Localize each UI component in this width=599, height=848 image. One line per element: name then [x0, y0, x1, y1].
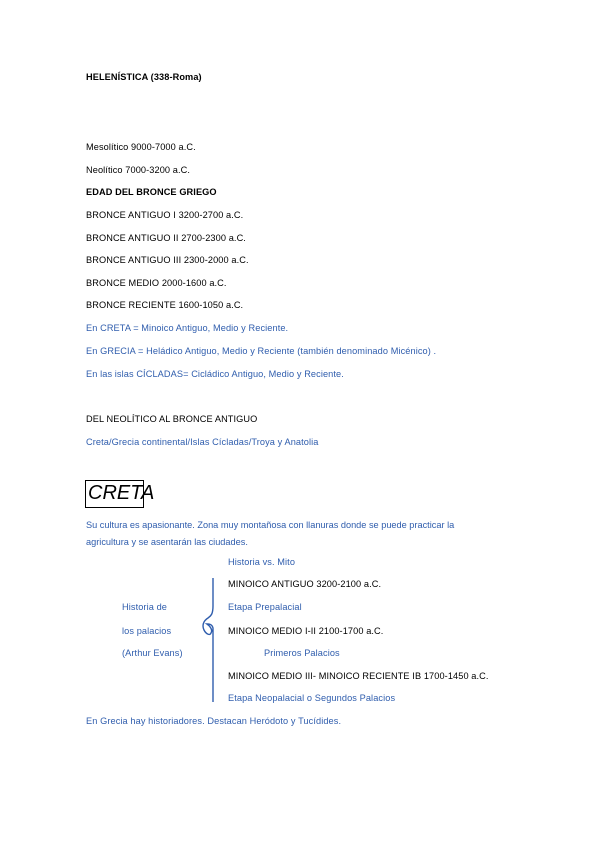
- period-neolithic: Neolítico 7000-3200 a.C.: [86, 165, 191, 175]
- palaces-label-line-1: Historia de: [122, 602, 168, 612]
- palace-entry-late-minoan: MINOICO MEDIO III- MINOICO RECIENTE IB 1700-1450 a.C.: [228, 671, 489, 681]
- palace-entry-first-palaces: Primeros Palacios: [264, 648, 340, 658]
- neolithic-heading: DEL NEOLÍTICO AL BRONCE ANTIGUO: [86, 414, 258, 424]
- period-early-bronze-1: BRONCE ANTIGUO I 3200-2700 a.C.: [86, 210, 244, 220]
- period-early-bronze-3: BRONCE ANTIGUO III 2300-2000 a.C.: [86, 255, 249, 265]
- curly-brace-icon: [198, 578, 220, 702]
- creta-title-box: [85, 480, 155, 508]
- period-early-bronze-2: BRONCE ANTIGUO II 2700-2300 a.C.: [86, 233, 246, 243]
- section-heading-bronze-age: EDAD DEL BRONCE GRIEGO: [86, 187, 217, 197]
- creta-paragraph: Su cultura es apasionante. Zona muy montañosa con llanuras donde se puede practicar la agricultura y se asentarán las ciudades.: [86, 520, 455, 547]
- creta-title: CRETA: [88, 482, 155, 504]
- palace-entry-middle-minoan: MINOICO MEDIO I-II 2100-1700 a.C.: [228, 626, 384, 636]
- palace-entry-prepalatial: Etapa Prepalacial: [228, 602, 302, 612]
- palaces-top-note: Historia vs. Mito: [228, 557, 296, 567]
- palace-entry-neopalatial: Etapa Neopalacial o Segundos Palacios: [228, 693, 396, 703]
- page-title: HELENÍSTICA (338-Roma): [86, 72, 202, 82]
- period-mesolithic: Mesolítico 9000-7000 a.C.: [86, 142, 196, 152]
- region-cyclades: En las islas CÍCLADAS= Cicládico Antiguo, Medio y Reciente.: [86, 369, 344, 379]
- region-greece: En GRECIA = Heládico Antiguo, Medio y Reciente (también denominado Micénico) .: [86, 346, 437, 356]
- period-middle-bronze: BRONCE MEDIO 2000-1600 a.C.: [86, 278, 227, 288]
- palaces-label-line-3: (Arthur Evans): [122, 648, 183, 658]
- neolithic-subheading: Creta/Grecia continental/Islas Cícladas/Troya y Anatolia: [86, 437, 319, 447]
- region-crete: En CRETA = Minoico Antiguo, Medio y Reciente.: [86, 323, 289, 333]
- palace-entry-early-minoan: MINOICO ANTIGUO 3200-2100 a.C.: [228, 579, 382, 589]
- footer-note: En Grecia hay historiadores. Destacan Heródoto y Tucídides.: [86, 716, 342, 726]
- palaces-label-line-2: los palacios: [122, 626, 172, 636]
- period-late-bronze: BRONCE RECIENTE 1600-1050 a.C.: [86, 300, 244, 310]
